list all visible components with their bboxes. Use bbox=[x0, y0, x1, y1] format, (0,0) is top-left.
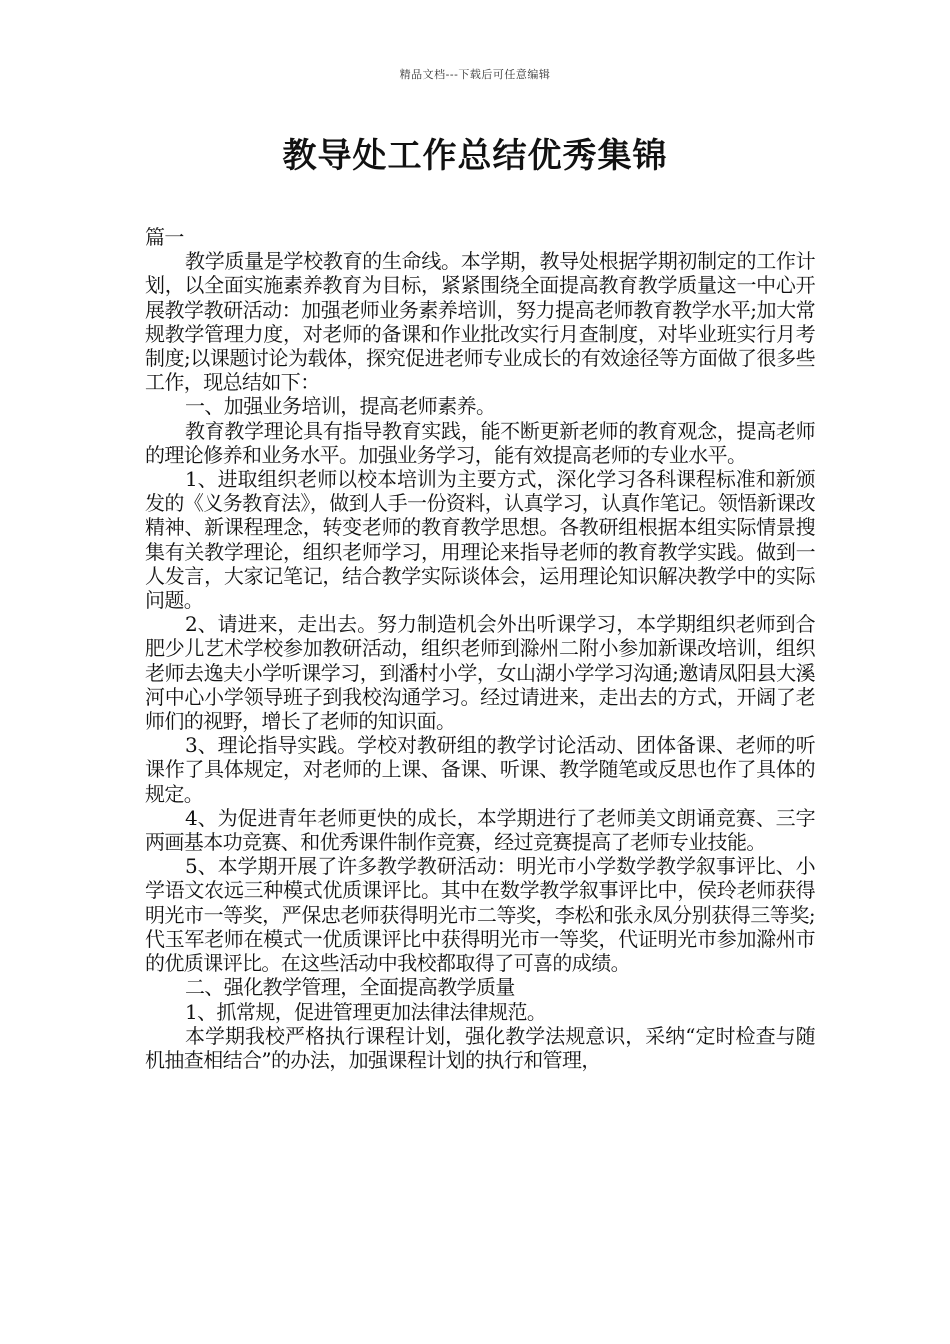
paragraph: 教育教学理论具有指导教育实践，能不断更新老师的教育观念，提高老师的理论修养和业务水平。加强业务学习，能有效提高老师的专业水平。 bbox=[145, 418, 815, 467]
heading-section-1: 一、加强业务培训，提高老师素养。 bbox=[185, 394, 496, 419]
header-note: 精品文档---下载后可任意编辑 bbox=[399, 68, 551, 81]
paragraph-item-4: 4、为促进青年老师更快的成长，本学期进行了老师美文朗诵竞赛、三字两画基本功竞赛、和优秀课件制作竞赛，经过竞赛提高了老师专业技能。 bbox=[145, 805, 815, 855]
paragraph-item-1: 1、进取组织老师以校本培训为主要方式，深化学习各科课程标准和新颁发的《义务教育法》，做到人手一份资料，认真学习，认真作笔记。领悟新课改精神、新课程理念，转变老师的教育教学思想。各教研组根据本组实际情景搜集有关教学理论，组织老师学习，用理论来指导老师的教育教学实践。做到一人发言，大家记笔记，结合教学实际谈体会，运用理论知识解决教学中的实际问题。 bbox=[145, 467, 815, 613]
paragraph-item-3: 3、理论指导实践。学校对教研组的教学讨论活动、团体备课、老师的听课作了具体规定，对老师的上课、备课、听课、教学随笔或反思也作了具体的规定。 bbox=[145, 733, 815, 806]
section-label: 篇一 bbox=[145, 225, 184, 249]
paragraph-item-2: 2、请进来，走出去。努力制造机会外出听课学习，本学期组织老师到合肥少儿艺术学校参加教研活动，组织老师到滁州二附小参加新课改培训，组织老师去逸夫小学听课学习，到潘村小学，女山湖小学学习沟通;邀请凤阳县大溪河中心小学领导班子到我校沟通学习。经过请进来，走出去的方式，开阔了老师们的视野，增长了老师的知识面。 bbox=[145, 612, 815, 734]
paragraph-item-5: 5、本学期开展了许多教学教研活动：明光市小学数学教学叙事评比、小学语文农远三种模式优质课评比。其中在数学教学叙事评比中，侯玲老师获得明光市一等奖，严保忠老师获得明光市二等奖，李松和张永凤分别获得三等奖;代玉军老师在模式一优质课评比中获得明光市一等奖，代证明光市参加滁州市的优质课评比。在这些活动中我校都取得了可喜的成绩。 bbox=[145, 854, 815, 976]
paragraph-intro: 教学质量是学校教育的生命线。本学期，教导处根据学期初制定的工作计划，以全面实施素养教育为目标，紧紧围绕全面提高教育教学质量这一中心开展教学教研活动：加强老师业务素养培训，努力提高老师教育教学水平;加大常规教学管理力度，对老师的备课和作业批改实行月查制度，对毕业班实行月考制度;以课题讨论为载体，探究促进老师专业成长的有效途径等方面做了很多些工作，现总结如下： bbox=[145, 249, 815, 395]
document-title: 教导处工作总结优秀集锦 bbox=[282, 136, 668, 176]
document-body bbox=[145, 225, 815, 1072]
subheading-item-1: 1、抓常规，促进管理更加法律法律规范。 bbox=[185, 999, 547, 1024]
paragraph: 本学期我校严格执行课程计划，强化教学法规意识，采纳“定时检查与随机抽查相结合”的办法，加强课程计划的执行和管理， bbox=[145, 1023, 815, 1072]
heading-section-2: 二、强化教学管理，全面提高教学质量 bbox=[185, 975, 515, 1000]
